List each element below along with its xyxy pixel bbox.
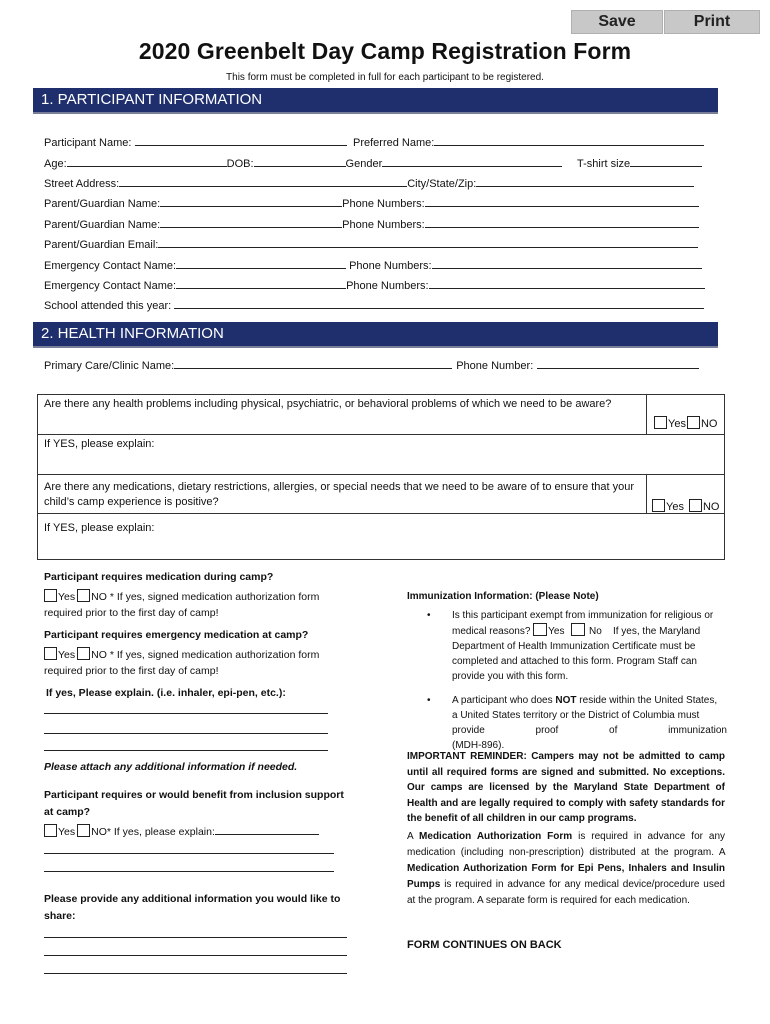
row-participant-name	[44, 136, 347, 150]
section-health-heading: 2. HEALTH INFORMATION	[33, 322, 718, 348]
divider	[37, 474, 725, 475]
additional-info-heading-line2: share:	[44, 910, 76, 922]
emergency-no-checkbox[interactable]	[77, 647, 90, 660]
row-preferred-name	[353, 136, 704, 150]
ephone2-field[interactable]	[429, 279, 705, 289]
auth-text: is required in advance for any medical device/procedure used at the program. A separate form is required for each medication.	[407, 879, 725, 906]
age-field[interactable]	[67, 157, 227, 167]
bullet2-text: provide	[452, 725, 485, 736]
bullet2-justified-line	[452, 723, 727, 738]
phone-number-field[interactable]	[537, 359, 699, 369]
no-label: No	[589, 626, 602, 637]
bullet2-text: immunization	[668, 725, 727, 736]
print-button[interactable]: Print	[664, 10, 760, 34]
exempt-no-checkbox[interactable]	[571, 623, 585, 636]
medication-no-checkbox[interactable]	[77, 589, 90, 602]
no-label: NO	[702, 501, 720, 513]
inclusion-line-1[interactable]	[44, 853, 334, 854]
row-emergency2	[44, 279, 705, 293]
bullet1-text: provide you with this form.	[452, 671, 569, 682]
medication-options	[44, 589, 319, 605]
emergency-note: * If yes, signed medication authorization form	[109, 649, 320, 661]
age-label: Age:	[44, 158, 67, 170]
gender-field[interactable]	[382, 157, 562, 167]
row-emergency1	[44, 259, 702, 273]
no-label: NO	[91, 826, 107, 838]
dob-label: DOB:	[226, 158, 254, 170]
bullet2-text: of	[609, 725, 618, 736]
form-subtitle: This form must be completed in full for each participant to be registered.	[226, 72, 544, 83]
divider	[37, 434, 725, 435]
row-guardian2	[44, 218, 699, 232]
inclusion-line-2[interactable]	[44, 871, 334, 872]
city-label: City/State/Zip:	[407, 178, 477, 190]
no-label: NO	[91, 649, 107, 661]
phone2-label: Phone Numbers:	[342, 219, 425, 231]
bullet1-text: Is this participant exempt from immunization for religious or	[452, 610, 714, 621]
health-question-1: Are there any health problems including physical, psychiatric, or behavioral problems of which we need to be aware?	[44, 398, 612, 410]
form-continues-note: FORM CONTINUES ON BACK	[407, 939, 562, 951]
street-label: Street Address:	[44, 178, 120, 190]
medication-authorization-note	[407, 829, 725, 909]
save-button[interactable]: Save	[571, 10, 663, 34]
auth-emphasis: Medication Authorization Form	[419, 831, 573, 842]
preferred-name-field[interactable]	[434, 136, 704, 146]
inclusion-options	[44, 824, 319, 840]
q2-yes-checkbox[interactable]	[652, 499, 665, 512]
auth-emphasis: Medication Authorization Form for Epi Pens, Inhalers and Insulin Pumps	[407, 863, 725, 890]
primary-care-label: Primary Care/Clinic Name:	[44, 360, 175, 372]
emergency1-label: Emergency Contact Name:	[44, 260, 177, 272]
yes-label: Yes	[666, 501, 684, 513]
bullet1-text: Department of Health Immunization Certificate must be	[452, 641, 696, 652]
additional-line-2[interactable]	[44, 955, 347, 956]
explain-line-2[interactable]	[44, 733, 328, 734]
q1-explain-label: If YES, please explain:	[44, 438, 155, 450]
inclusion-yes-checkbox[interactable]	[44, 824, 57, 837]
q1-no-checkbox[interactable]	[687, 416, 700, 429]
street-field[interactable]	[119, 177, 407, 187]
preferred-name-label: Preferred Name:	[353, 137, 435, 149]
bullet2-text: proof	[535, 725, 559, 736]
auth-text: is required in advance for any medication (including non-prescription) distributed at the program. A	[407, 831, 725, 858]
yes-label: Yes	[58, 649, 76, 661]
emergency-yes-checkbox[interactable]	[44, 647, 57, 660]
ephone1-label: Phone Numbers:	[349, 260, 432, 272]
section-participant-heading: 1. PARTICIPANT INFORMATION	[33, 88, 718, 114]
q2-no-checkbox[interactable]	[689, 499, 702, 512]
gender-label: Gender	[345, 158, 383, 170]
guardian-email-label: Parent/Guardian Email:	[44, 239, 159, 251]
row-school	[44, 299, 704, 313]
guardian1-label: Parent/Guardian Name:	[44, 198, 161, 210]
yes-label: Yes	[58, 826, 76, 838]
ephone1-field[interactable]	[432, 259, 702, 269]
inclusion-explain-field[interactable]	[215, 825, 319, 835]
emergency-medication-options	[44, 647, 319, 663]
medication-note-line2: required prior to the first day of camp!	[44, 607, 219, 619]
explain-line-3[interactable]	[44, 750, 328, 751]
yes-label: Yes	[58, 591, 76, 603]
attach-note: Please attach any additional information if needed.	[44, 761, 298, 773]
bullet2-emphasis: NOT	[555, 695, 577, 706]
row-street	[44, 177, 694, 191]
tshirt-field[interactable]	[630, 157, 702, 167]
row-guardian-email	[44, 238, 698, 252]
phone1-field[interactable]	[425, 197, 699, 207]
city-field[interactable]	[476, 177, 694, 187]
inclusion-no-checkbox[interactable]	[77, 824, 90, 837]
explain-line-1[interactable]	[44, 713, 328, 714]
emergency-medication-heading: Participant requires emergency medication at camp?	[44, 629, 309, 641]
phone1-label: Phone Numbers:	[342, 198, 425, 210]
row-primary-care	[44, 359, 699, 373]
school-field[interactable]	[174, 299, 704, 309]
ephone2-label: Phone Numbers:	[346, 280, 429, 292]
guardian-email-field[interactable]	[158, 238, 698, 248]
dob-field[interactable]	[254, 157, 346, 167]
participant-name-label: Participant Name:	[44, 137, 132, 149]
inclusion-heading: Participant requires or would benefit from inclusion support	[44, 789, 344, 801]
inclusion-heading-line2: at camp?	[44, 806, 91, 818]
bullet2-text: (MDH-896).	[452, 740, 505, 751]
bullet2-text: reside within the United States,	[579, 695, 718, 706]
no-label: NO	[700, 418, 718, 430]
bullet2-text: a United States territory or the District of Columbia must	[452, 710, 700, 721]
immunization-bullet-1: • Is this participant exempt from immunization for religious or medical reasons? Yes No If yes, the Maryland Department of Health Immunization Certificate must be completed and attached to this form. Program Staff can provide you with this form.	[427, 610, 714, 682]
school-label: School attended this year:	[44, 300, 172, 312]
tshirt-label: T-shirt size	[577, 158, 631, 170]
additional-info-heading: Please provide any additional information you would like to	[44, 893, 341, 905]
emergency1-field[interactable]	[176, 259, 346, 269]
bullet2-text: A participant who does	[452, 695, 553, 706]
auth-text: A	[407, 831, 414, 842]
bullet1-text: medical reasons?	[452, 626, 531, 637]
medication-heading: Participant requires medication during camp?	[44, 571, 274, 583]
emergency-note-line2: required prior to the first day of camp!	[44, 665, 219, 677]
form-title: 2020 Greenbelt Day Camp Registration Form	[138, 38, 632, 64]
bullet1-text: completed and attached to this form. Program Staff can	[452, 656, 697, 667]
bullet1-text: If yes, the Maryland	[612, 626, 701, 637]
no-label: NO	[91, 591, 107, 603]
important-reminder: IMPORTANT REMINDER: Campers may not be admitted to camp until all required forms are signed and submitted. No exceptions. Our camps are licensed by the Maryland State Department of Health and are legally required to comply with safety standards for the benefit of all children in our camp programs.	[407, 751, 725, 824]
guardian2-field[interactable]	[160, 218, 342, 228]
participant-name-field[interactable]	[135, 136, 347, 146]
q1-yes-checkbox[interactable]	[654, 416, 667, 429]
guardian2-label: Parent/Guardian Name:	[44, 219, 161, 231]
immunization-heading: Immunization Information: (Please Note)	[407, 591, 599, 602]
explain-heading: If yes, Please explain. (i.e. inhaler, epi-pen, etc.):	[46, 687, 286, 699]
phone-number-label: Phone Number:	[456, 360, 534, 372]
row-age-dob	[44, 157, 562, 171]
emergency2-field[interactable]	[176, 279, 346, 289]
primary-care-field[interactable]	[174, 359, 452, 369]
row-tshirt	[577, 157, 702, 171]
q2-explain-label: If YES, please explain:	[44, 522, 155, 534]
yes-label: Yes	[548, 626, 565, 637]
phone2-field[interactable]	[425, 218, 699, 228]
immunization-list	[407, 608, 727, 753]
emergency2-label: Emergency Contact Name:	[44, 280, 177, 292]
row-guardian1	[44, 197, 699, 211]
q2-options	[652, 499, 719, 515]
additional-line-1[interactable]	[44, 937, 347, 938]
q1-options	[654, 416, 717, 432]
immunization-bullet-2: • A participant who does NOT reside within the United States, a United States territory or the District of Columbia must provide proof of immunization (MDH-896).	[427, 695, 727, 751]
exempt-yes-checkbox[interactable]	[533, 623, 547, 636]
medication-yes-checkbox[interactable]	[44, 589, 57, 602]
yes-label: Yes	[668, 418, 686, 430]
inclusion-explain-label: * If yes, please explain:	[106, 826, 215, 838]
additional-line-3[interactable]	[44, 973, 347, 974]
health-question-2: Are there any medications, dietary restrictions, allergies, or special needs that we need to be aware of to ensure that your child’s camp experience is positive?	[44, 481, 635, 508]
medication-note: * If yes, signed medication authorization form	[109, 591, 320, 603]
divider	[646, 474, 647, 514]
divider	[646, 394, 647, 434]
guardian1-field[interactable]	[160, 197, 342, 207]
